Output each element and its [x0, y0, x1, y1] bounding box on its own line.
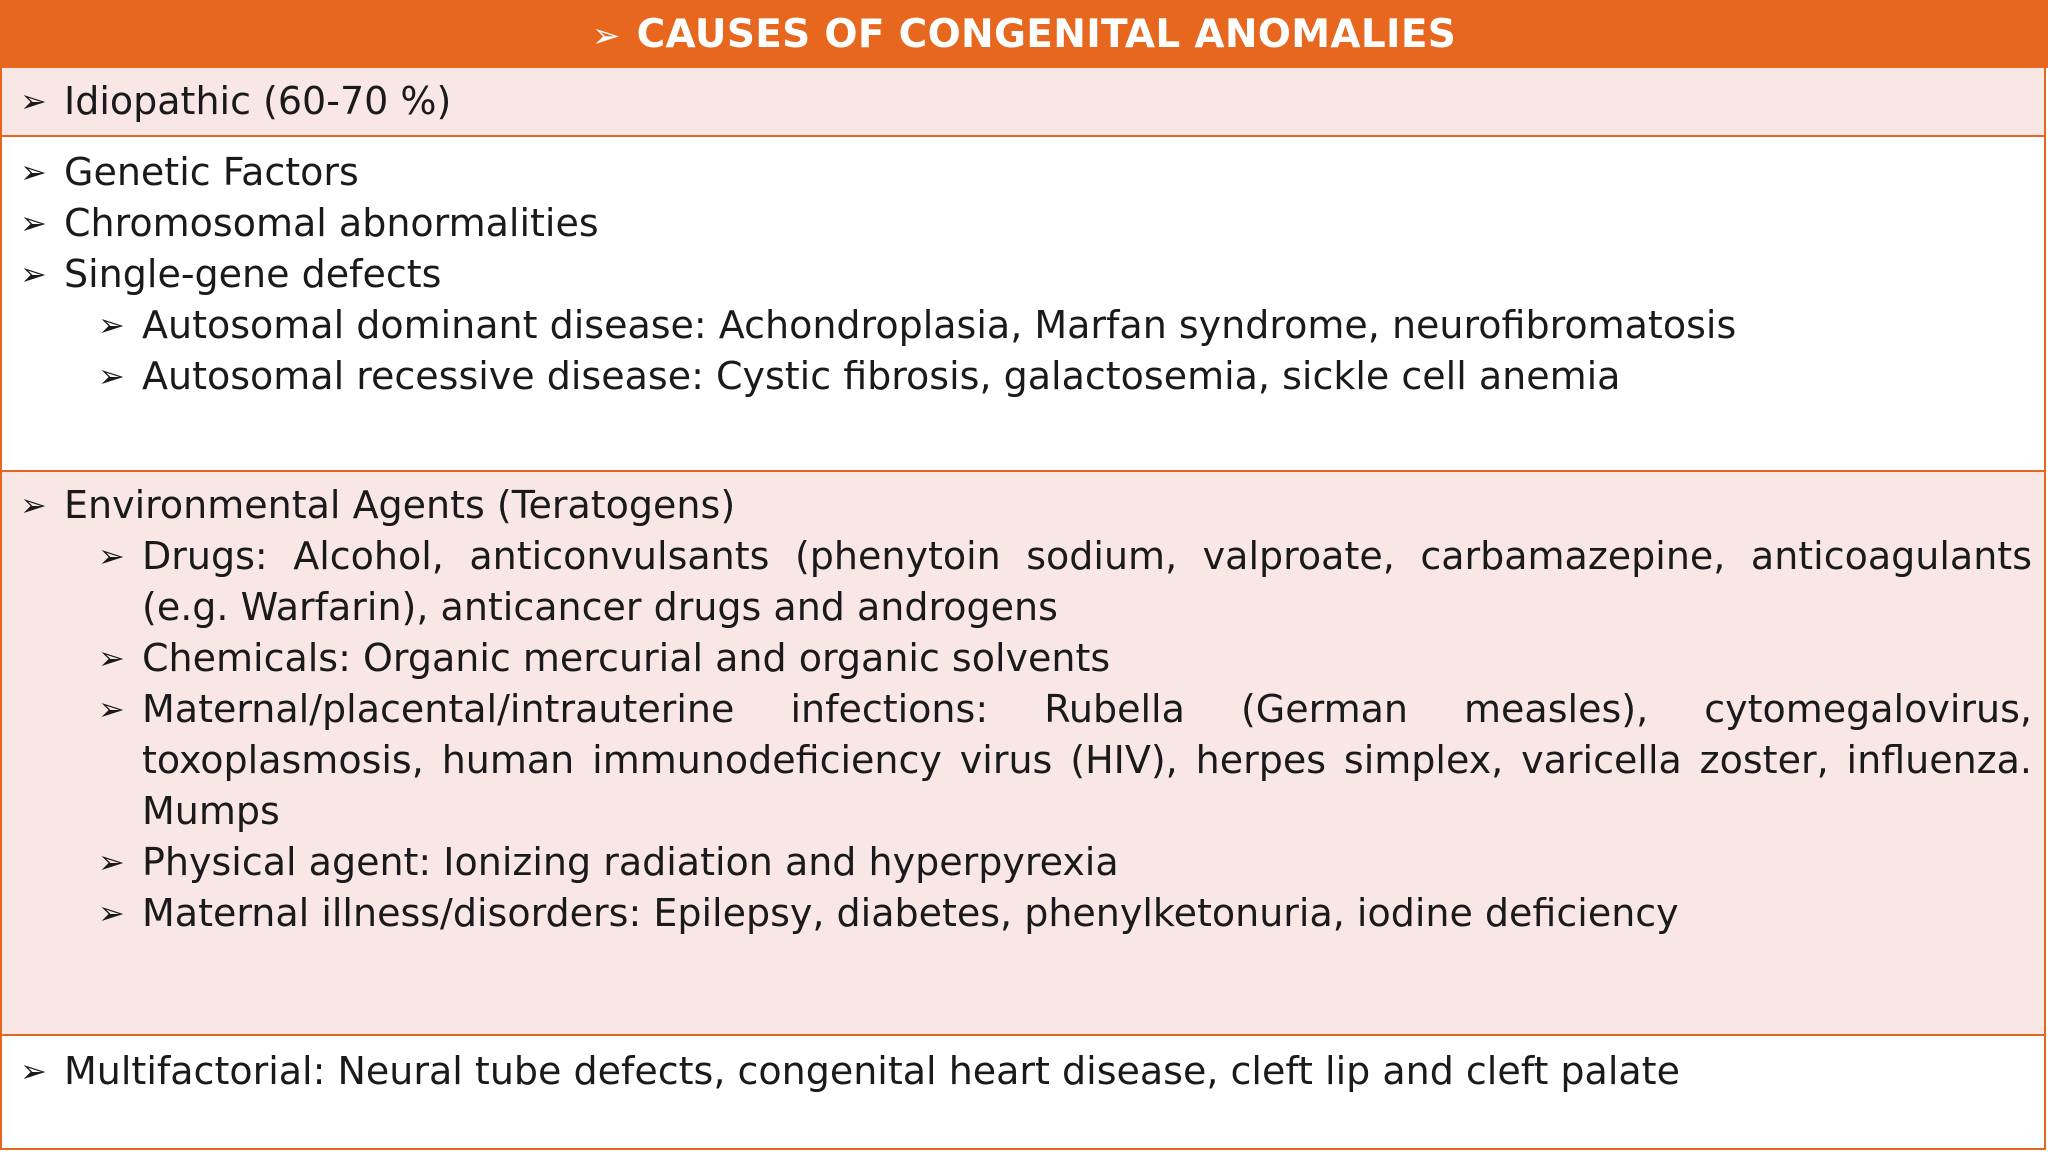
arrow-bullet-icon: ➢ — [98, 639, 125, 677]
arrow-bullet-icon: ➢ — [20, 255, 47, 293]
title-bar — [0, 0, 2048, 68]
sub-list-item-text: Physical agent: Ionizing radiation and hyperpyrexia — [142, 840, 1119, 884]
list-item-text: Idiopathic (60-70 %) — [64, 79, 452, 123]
list-item-text: Genetic Factors — [64, 150, 359, 194]
row-genetic — [0, 137, 2046, 472]
list-item-text: Single-gene defects — [64, 252, 442, 296]
sub-list-item-text: Chemicals: Organic mercurial and organic solvents — [142, 636, 1111, 680]
slide-title — [592, 12, 1456, 57]
row-multifactorial — [0, 1036, 2046, 1150]
arrow-bullet-icon: ➢ — [20, 204, 47, 242]
arrow-bullet-icon: ➢ — [20, 153, 47, 191]
row-idiopathic — [0, 68, 2046, 137]
arrow-bullet-icon: ➢ — [20, 486, 47, 524]
arrow-bullet-icon: ➢ — [98, 306, 125, 344]
sub-list-item-text: Maternal/placental/intrauterine infections: Rubella (German measles), cytomegalovirus, toxoplasmosis, human immunodeficiency virus (HIV), herpes simplex, varicella zoster, influenza. Mumps — [142, 687, 2032, 833]
list-item-text: Environmental Agents (Teratogens) — [64, 483, 736, 527]
row-environmental — [0, 472, 2046, 1036]
sub-list-item-text: Maternal illness/disorders: Epilepsy, diabetes, phenylketonuria, iodine deficiency — [142, 891, 1679, 935]
sub-list-item-text: Drugs: Alcohol, anticonvulsants (phenytoin sodium, valproate, carbamazepine, anticoagulants (e.g. Warfarin), anticancer drugs and androgens — [142, 534, 2032, 629]
arrow-bullet-icon: ➢ — [98, 357, 125, 395]
arrow-bullet-icon: ➢ — [98, 690, 125, 728]
list-item-text: Multifactorial: Neural tube defects, congenital heart disease, cleft lip and cleft palate — [64, 1049, 1680, 1093]
arrow-bullet-icon: ➢ — [20, 82, 47, 120]
arrow-bullet-icon: ➢ — [591, 15, 621, 56]
list-item-text: Chromosomal abnormalities — [64, 201, 599, 245]
arrow-bullet-icon: ➢ — [98, 843, 125, 881]
sub-list-item-text: Autosomal dominant disease: Achondroplasia, Marfan syndrome, neurofibromatosis — [142, 303, 1737, 347]
arrow-bullet-icon: ➢ — [98, 894, 125, 932]
arrow-bullet-icon: ➢ — [20, 1052, 47, 1090]
arrow-bullet-icon: ➢ — [98, 537, 125, 575]
sub-list-item-text: Autosomal recessive disease: Cystic fibrosis, galactosemia, sickle cell anemia — [142, 354, 1621, 398]
slide-title-text: CAUSES OF CONGENITAL ANOMALIES — [636, 11, 1457, 57]
